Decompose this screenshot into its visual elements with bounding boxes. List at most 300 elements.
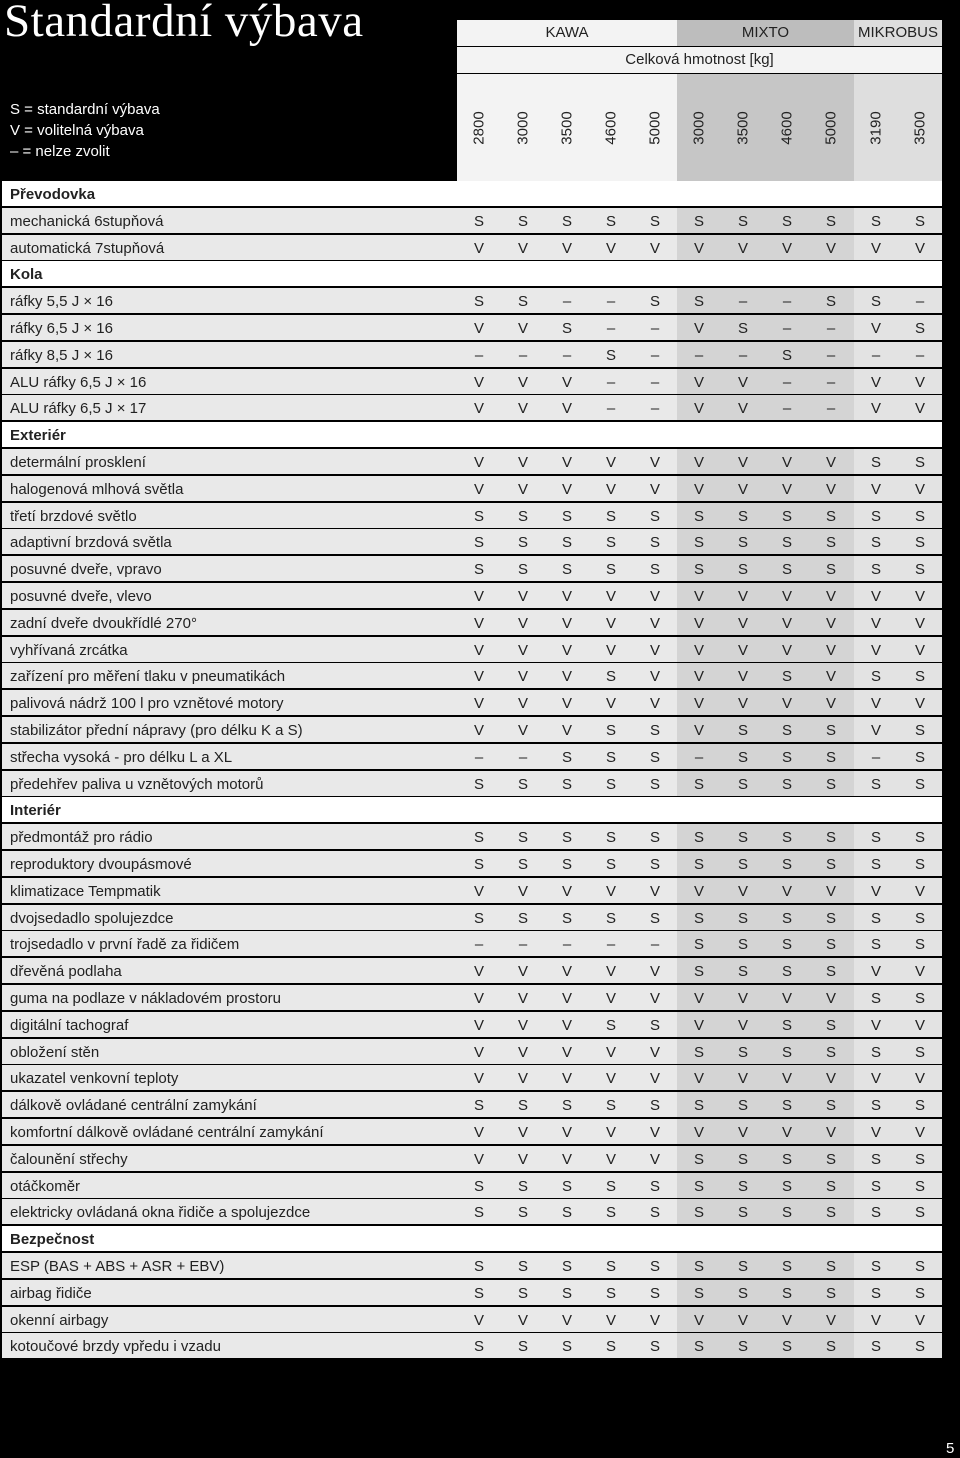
feature-label: otáčkoměr [10, 1177, 81, 1195]
value-cell: V [870, 320, 881, 337]
value-cell: V [649, 641, 660, 659]
page-title: Standardní výbava [4, 0, 364, 47]
value-cell: S [914, 775, 925, 793]
feature-label: obložení stěn [10, 1043, 100, 1061]
value-cell: S [649, 1284, 660, 1302]
feature-label: palivová nádrž 100 l pro vznětové motory [10, 695, 284, 713]
value-cell: S [693, 936, 704, 954]
value-cell: S [737, 1284, 748, 1302]
feature-label: mechanická 6stupňová [10, 212, 164, 230]
value-cell: S [517, 534, 528, 552]
value-cell: V [870, 614, 881, 632]
table-row [2, 208, 942, 233]
value-cell: S [914, 507, 925, 525]
value-cell: S [781, 1150, 792, 1168]
value-cell: V [473, 1016, 484, 1034]
value-cell: – [915, 293, 925, 311]
value-cell: – [871, 346, 881, 364]
value-cell: V [473, 1124, 484, 1141]
value-cell: V [605, 882, 616, 900]
value-cell: V [693, 722, 704, 739]
value-cell: V [781, 1070, 792, 1088]
section-title: Bezpečnost [10, 1231, 95, 1249]
value-cell: – [518, 346, 528, 364]
value-cell: S [473, 561, 484, 579]
value-cell: S [737, 963, 748, 981]
value-cell: V [737, 588, 748, 605]
value-cell: – [606, 400, 616, 418]
value-cell: S [693, 909, 704, 927]
value-cell: S [473, 1284, 484, 1302]
value-cell: S [693, 1284, 704, 1302]
value-cell: S [517, 1177, 528, 1195]
legend [10, 99, 160, 162]
value-cell: S [693, 534, 704, 552]
value-cell: V [649, 239, 660, 257]
table-row [2, 744, 942, 769]
value-cell: S [870, 534, 881, 552]
value-cell: V [693, 373, 704, 391]
value-cell: V [825, 454, 836, 471]
value-cell: S [825, 1150, 836, 1168]
value-cell: S [561, 507, 572, 525]
table-row [2, 1065, 942, 1090]
value-cell: S [870, 1338, 881, 1356]
value-cell: S [693, 507, 704, 525]
value-cell: – [474, 936, 484, 954]
value-cell: V [693, 588, 704, 605]
feature-label: reproduktory dvoupásmové [10, 856, 192, 873]
section-title: Převodovka [10, 186, 96, 203]
value-cell: S [914, 1204, 925, 1222]
value-cell: S [737, 320, 748, 337]
value-cell: V [649, 990, 660, 1007]
value-cell: V [737, 1070, 748, 1088]
value-cell: S [693, 561, 704, 579]
value-cell: V [737, 454, 748, 471]
value-cell: V [825, 990, 836, 1007]
value-cell: S [517, 293, 528, 311]
value-cell: V [781, 588, 792, 605]
value-cell: S [825, 1204, 836, 1222]
table-row [2, 1173, 942, 1198]
value-cell: V [914, 641, 925, 659]
value-cell: V [825, 882, 836, 900]
value-cell: V [914, 239, 925, 257]
value-cell: – [562, 936, 572, 954]
feature-label: posuvné dveře, vpravo [10, 561, 162, 579]
value-cell: S [693, 963, 704, 981]
value-cell: S [870, 1097, 881, 1115]
value-cell: S [473, 507, 484, 525]
value-cell: V [605, 990, 616, 1007]
value-cell: S [737, 1258, 748, 1275]
table-row [2, 235, 942, 260]
value-cell: S [870, 293, 881, 311]
value-cell: S [825, 1016, 836, 1034]
value-cell: V [649, 454, 660, 471]
table-row [2, 369, 942, 394]
value-cell: – [562, 346, 572, 364]
value-cell: S [605, 1284, 616, 1302]
table-row [2, 851, 942, 876]
value-cell: S [737, 1097, 748, 1115]
value-cell: S [649, 775, 660, 793]
legend-standard: S = standardní výbava [10, 101, 160, 118]
value-cell: – [738, 293, 748, 311]
value-cell: V [605, 614, 616, 632]
value-cell: V [870, 722, 881, 739]
value-cell: V [737, 480, 748, 498]
value-cell: – [650, 346, 660, 364]
value-cell: S [561, 1284, 572, 1302]
value-cell: V [781, 882, 792, 900]
feature-label: elektricky ovládaná okna řidiče a spolujezdce [10, 1204, 311, 1222]
value-cell: V [473, 454, 484, 471]
value-cell: S [517, 212, 528, 230]
weight-label: 5000 [822, 110, 840, 145]
value-cell: – [694, 346, 704, 364]
value-cell: V [649, 588, 660, 605]
value-cell: – [606, 936, 616, 954]
weight-header-cell [723, 74, 763, 181]
value-cell: S [737, 1043, 748, 1061]
table-row [2, 1092, 942, 1117]
value-cell: V [517, 695, 528, 713]
value-cell: S [870, 909, 881, 927]
value-cell: V [693, 320, 704, 337]
value-cell: S [605, 212, 616, 230]
weight-label: 4600 [778, 110, 796, 145]
value-cell: S [870, 990, 881, 1007]
value-cell: S [825, 1043, 836, 1061]
weight-header-cell [547, 74, 587, 181]
value-cell: S [781, 1338, 792, 1356]
value-cell: V [561, 1311, 572, 1329]
value-cell: S [561, 534, 572, 552]
value-cell: S [693, 1204, 704, 1222]
value-cell: V [693, 454, 704, 471]
value-cell: V [737, 239, 748, 257]
value-cell: S [561, 856, 572, 873]
feature-label: ráfky 5,5 J × 16 [10, 293, 113, 311]
value-cell: V [605, 963, 616, 981]
value-cell: V [825, 480, 836, 498]
value-cell: V [561, 614, 572, 632]
value-cell: S [825, 1338, 836, 1356]
value-cell: S [825, 212, 836, 230]
value-cell: V [870, 480, 881, 498]
value-cell: V [649, 668, 660, 686]
value-cell: S [649, 1177, 660, 1195]
value-cell: V [693, 480, 704, 498]
value-cell: V [914, 695, 925, 713]
weight-label: 3000 [690, 110, 708, 145]
value-cell: V [605, 1043, 616, 1061]
value-cell: S [914, 856, 925, 873]
value-cell: V [561, 695, 572, 713]
value-cell: V [870, 1124, 881, 1141]
feature-label: airbag řidiče [10, 1284, 92, 1302]
table-row [2, 931, 942, 956]
value-cell: V [825, 1124, 836, 1141]
value-cell: V [870, 1016, 881, 1034]
value-cell: V [737, 990, 748, 1007]
feature-label: digitální tachograf [10, 1016, 129, 1034]
value-cell: V [781, 239, 792, 257]
value-cell: V [517, 1311, 528, 1329]
value-cell: S [561, 212, 572, 230]
section-title: Kola [10, 266, 43, 284]
value-cell: V [605, 454, 616, 471]
value-cell: S [781, 963, 792, 981]
value-cell: S [781, 1177, 792, 1195]
value-cell: V [473, 1043, 484, 1061]
value-cell: V [517, 1016, 528, 1034]
feature-label: ESP (BAS + ABS + ASR + EBV) [10, 1258, 225, 1275]
value-cell: S [914, 1284, 925, 1302]
value-cell: V [914, 1016, 925, 1034]
value-cell: V [561, 400, 572, 418]
table-row [2, 342, 942, 367]
table-row [2, 690, 942, 715]
value-cell: V [473, 963, 484, 981]
value-cell: – [826, 373, 836, 391]
table-row [2, 824, 942, 849]
value-cell: V [693, 400, 704, 418]
value-cell: S [737, 1150, 748, 1168]
value-cell: S [517, 1258, 528, 1275]
value-cell: S [781, 346, 792, 364]
table-row [2, 958, 942, 983]
table-row [2, 985, 942, 1010]
value-cell: S [914, 212, 925, 230]
value-cell: V [781, 990, 792, 1007]
value-cell: S [825, 1177, 836, 1195]
section-title: Exteriér [10, 427, 66, 445]
value-cell: V [825, 588, 836, 605]
value-cell: S [561, 1338, 572, 1356]
value-cell: S [914, 1258, 925, 1275]
weight-label: 2800 [470, 110, 488, 145]
value-cell: V [649, 1124, 660, 1141]
value-cell: S [605, 775, 616, 793]
value-cell: V [473, 882, 484, 900]
value-cell: V [605, 1150, 616, 1168]
value-cell: V [870, 1070, 881, 1088]
value-cell: V [914, 373, 925, 391]
value-cell: V [517, 400, 528, 418]
weight-label: 3190 [867, 110, 885, 145]
value-cell: S [737, 507, 748, 525]
value-cell: S [914, 561, 925, 579]
value-cell: V [914, 588, 925, 605]
section-header-row [2, 261, 942, 286]
value-cell: V [517, 373, 528, 391]
page-number: 5 [946, 1440, 955, 1457]
value-cell: S [914, 722, 925, 739]
value-cell: S [737, 534, 748, 552]
table-row [2, 610, 942, 635]
feature-label: ráfky 6,5 J × 16 [10, 320, 113, 337]
section-header-row [2, 797, 942, 822]
value-cell: V [914, 1124, 925, 1141]
value-cell: V [870, 239, 881, 257]
value-cell: S [914, 1177, 925, 1195]
feature-label: zadní dveře dvoukřídlé 270° [10, 614, 197, 632]
value-cell: V [561, 963, 572, 981]
value-cell: S [914, 936, 925, 954]
value-cell: S [561, 1177, 572, 1195]
value-cell: S [605, 909, 616, 927]
value-cell: – [782, 400, 792, 418]
value-cell: V [870, 695, 881, 713]
value-cell: V [781, 614, 792, 632]
value-cell: S [870, 1284, 881, 1302]
value-cell: V [517, 320, 528, 337]
value-cell: S [473, 1258, 484, 1275]
weight-header-cell [767, 74, 807, 181]
value-cell: S [737, 561, 748, 579]
value-cell: S [825, 829, 836, 847]
group-header-mixto: MIXTO [677, 20, 854, 46]
value-cell: S [693, 212, 704, 230]
value-cell: V [561, 1016, 572, 1034]
table-row [2, 905, 942, 930]
value-cell: S [825, 293, 836, 311]
value-cell: V [693, 1070, 704, 1088]
value-cell: V [870, 1311, 881, 1329]
weight-label: 5000 [646, 110, 664, 145]
value-cell: V [914, 1311, 925, 1329]
value-cell: S [649, 293, 660, 311]
feature-label: automatická 7stupňová [10, 239, 165, 257]
value-cell: V [517, 454, 528, 471]
table-row [2, 583, 942, 608]
value-cell: S [605, 561, 616, 579]
feature-label: čalounění střechy [10, 1150, 128, 1168]
value-cell: V [561, 1124, 572, 1141]
value-cell: S [870, 775, 881, 793]
value-cell: S [870, 1043, 881, 1061]
value-cell: S [649, 1204, 660, 1222]
feature-label: předehřev paliva u vznětových motorů [10, 775, 264, 793]
weight-header-cell [811, 74, 851, 181]
value-cell: V [649, 882, 660, 900]
value-cell: S [781, 1097, 792, 1115]
value-cell: S [737, 829, 748, 847]
value-cell: S [561, 1097, 572, 1115]
value-cell: V [693, 990, 704, 1007]
value-cell: S [561, 561, 572, 579]
section-header-row [2, 1226, 942, 1251]
feature-label: trojsedadlo v první řadě za řidičem [10, 936, 240, 954]
value-cell: V [473, 588, 484, 605]
value-cell: – [915, 346, 925, 364]
value-cell: S [605, 1097, 616, 1115]
value-cell: V [649, 480, 660, 498]
weight-header-cell [591, 74, 631, 181]
value-cell: S [825, 722, 836, 739]
value-cell: S [473, 534, 484, 552]
table-row [2, 315, 942, 340]
value-cell: S [914, 829, 925, 847]
value-cell: S [737, 212, 748, 230]
value-cell: V [825, 641, 836, 659]
value-cell: V [737, 1016, 748, 1034]
value-cell: V [473, 400, 484, 418]
group-header-kawa: KAWA [457, 20, 677, 46]
value-cell: V [781, 695, 792, 713]
feature-label: ALU ráfky 6,5 J × 16 [10, 373, 147, 391]
value-cell: S [473, 856, 484, 873]
value-cell: S [737, 722, 748, 739]
value-cell: V [781, 454, 792, 471]
value-cell: S [561, 829, 572, 847]
value-cell: V [870, 963, 881, 981]
value-cell: V [561, 1043, 572, 1061]
value-cell: S [649, 829, 660, 847]
value-cell: S [473, 293, 484, 311]
value-cell: V [517, 480, 528, 498]
value-cell: V [517, 641, 528, 659]
value-cell: V [473, 641, 484, 659]
feature-label: guma na podlaze v nákladovém prostoru [10, 990, 281, 1007]
weight-label: 3500 [558, 110, 576, 145]
feature-label: dvojsedadlo spolujezdce [10, 909, 174, 927]
value-cell: S [870, 1258, 881, 1275]
value-cell: S [870, 668, 881, 686]
value-cell: S [781, 856, 792, 873]
value-cell: V [914, 882, 925, 900]
value-cell: V [781, 480, 792, 498]
value-cell: S [825, 775, 836, 793]
value-cell: S [825, 936, 836, 954]
value-cell: S [914, 909, 925, 927]
feature-label: předmontáž pro rádio [10, 829, 153, 847]
value-cell: S [605, 829, 616, 847]
value-cell: – [826, 346, 836, 364]
value-cell: V [693, 1016, 704, 1034]
feature-label: střecha vysoká - pro délku L a XL [10, 748, 233, 766]
value-cell: – [738, 346, 748, 364]
value-cell: S [914, 1150, 925, 1168]
value-cell: – [606, 320, 616, 337]
value-cell: S [473, 829, 484, 847]
value-cell: S [914, 320, 925, 337]
value-cell: V [649, 1311, 660, 1329]
value-cell: S [825, 856, 836, 873]
table-row [2, 878, 942, 903]
section-header-row [2, 422, 942, 447]
value-cell: V [517, 588, 528, 605]
value-cell: V [561, 588, 572, 605]
feature-label: ráfky 8,5 J × 16 [10, 346, 113, 364]
value-cell: S [605, 1204, 616, 1222]
value-cell: V [693, 1124, 704, 1141]
value-cell: S [473, 909, 484, 927]
value-cell: S [914, 1043, 925, 1061]
value-cell: V [825, 668, 836, 686]
weight-header-cell [679, 74, 719, 181]
value-cell: S [914, 1338, 925, 1356]
table-row [2, 1012, 942, 1037]
value-cell: – [650, 936, 660, 954]
weight-label: 3000 [514, 110, 532, 145]
value-cell: S [914, 534, 925, 552]
value-cell: S [561, 748, 572, 766]
value-cell: V [605, 1124, 616, 1141]
